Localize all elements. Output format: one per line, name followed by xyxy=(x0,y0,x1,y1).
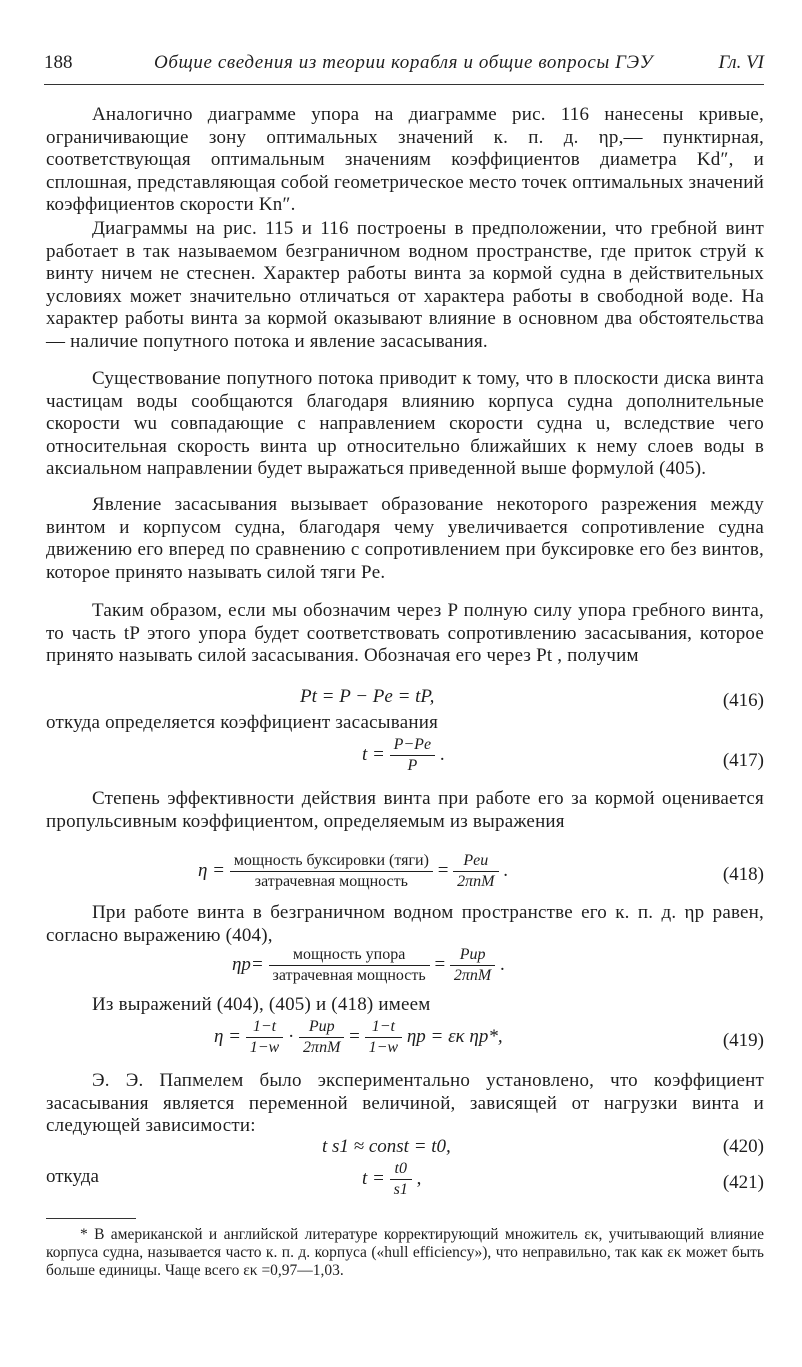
page-number: 188 xyxy=(44,52,73,73)
fraction: $\frac{\text{мощность буксировки (тяги)}}{\text{затрачевная мощность}}$ xyxy=(230,852,433,891)
fraction: $\frac{\text{Pup}}{\text{2πnM}}$ xyxy=(450,946,495,985)
equation-420: t s1 ≈ const = t0, xyxy=(322,1136,451,1157)
paragraph-open-water-efficiency: При работе винта в безграничном водном пространстве его к. п. д. ηp равен, согласно выражению (404), xyxy=(46,902,764,946)
footnote: * В американской и английской литературе корректирующий множитель εκ, учитывающий влияние корпуса судна, называется часто к. п. д. корпуса («hull efficiency»), что неправильно, так как εκ может быть больше единицы. Чаще всего εκ =0,97—1,03. xyxy=(46,1226,764,1279)
fraction: $\frac{\text{мощность упора}}{\text{затрачевная мощность}}$ xyxy=(269,946,430,985)
paragraph-boundless-water: Диаграммы на рис. 115 и 116 построены в предположении, что гребной винт работает в так называемом безграничном водном пространстве, где приток струй к винту ничем не стеснен. Характер работы винта за кормой судна в действительных условиях может значительно отличаться от характера работы в свободной воде. На характер работы винта за кормой оказывают влияние в основном два обстоятельства — наличие попутного потока и явление засасывания. xyxy=(46,218,764,352)
footnote-rule xyxy=(46,1218,136,1219)
equation-number-416: (416) xyxy=(722,690,764,711)
running-title: Общие сведения из теории корабля и общие вопросы ГЭУ xyxy=(154,52,654,73)
equation-number-419: (419) xyxy=(722,1030,764,1051)
equation-419: η = $\frac{1-t}{1-w}$ · $\frac{\text{Pup}}{\text{2πnM}}$ = $\frac{1-t}{1-w}$ ηp = εκ ηp*, xyxy=(214,1018,503,1056)
equation-number-417: (417) xyxy=(722,750,764,771)
paragraph-from-expressions: Из выражений (404), (405) и (418) имеем xyxy=(92,994,431,1015)
fraction: $\frac{\text{Peu}}{\text{2πnM}}$ xyxy=(453,852,498,891)
header-rule xyxy=(44,84,764,85)
paragraph-optimal-zone: Аналогично диаграмме упора на диаграмме рис. 116 нанесены кривые, ограничивающие зону оптимальных значений к. п. д. ηp,— пунктирная, соответствующая оптимальным значениям коэффициентов диаметра Kd″, и сплошная, представляющая собой геометрическое место точек оптимальных значений коэффициентов скорости Kn″. xyxy=(46,104,764,215)
equation-number-421: (421) xyxy=(722,1172,764,1193)
equation-418: η = $\frac{\text{мощность буксировки (тяги)}}{\text{затрачевная мощность}}$ = $\frac{\text{Peu}}{\text{2πnM}}$ . xyxy=(198,852,508,890)
paragraph-wake-flow: Существование попутного потока приводит к тому, что в плоскости диска винта частицам воды сообщаются благодаря влиянию корпуса судна дополнительные скорости wu совпадающие с направлением скорости судна u, вследствие чего относительная скорость винта up относительно ближайших к нему слоев воды в аксиальном направлении будет выражаться приведенной выше формулой (405). xyxy=(46,368,764,479)
fraction: $\frac{\text{Pup}}{\text{2πnM}}$ xyxy=(299,1018,344,1057)
paragraph-suction: Явление засасывания вызывает образование некоторого разрежения между винтом и корпусом судна, благодаря чему увеличивается сопротивление судна движению его вперед по сравнению с сопротивлением при буксировке его без винтов, которое принято называть силой тяги Pe. xyxy=(46,494,764,583)
paragraph-thrust-deduction: Таким образом, если мы обозначим через P полную силу упора гребного винта, то часть tP этого упора будет соответствовать сопротивлению засасывания, которое принято называть силой засасывания. Обозначая его через Pt , получим xyxy=(46,600,764,666)
equation-number-420: (420) xyxy=(722,1136,764,1157)
fraction: $\frac{P-Pe}{P}$ xyxy=(390,736,435,775)
label-whence: откуда xyxy=(46,1166,99,1187)
equation-eta-p: ηp= $\frac{\text{мощность упора}}{\text{затрачевная мощность}}$ = $\frac{\text{Pup}}{\text{2πnM}}$ . xyxy=(232,946,505,984)
chapter-label: Гл. VI xyxy=(718,52,764,73)
equation-417: t = $\frac{P-Pe}{P}$ . xyxy=(362,736,445,774)
paragraph-thrust-coefficient-intro: откуда определяется коэффициент засасывания xyxy=(46,712,439,733)
equation-421: t = $\frac{t0}{s1}$ , xyxy=(362,1160,422,1198)
equation-number-418: (418) xyxy=(722,864,764,885)
fraction: $\frac{t0}{s1}$ xyxy=(390,1160,412,1199)
fraction: $\frac{1-t}{1-w}$ xyxy=(246,1018,283,1057)
fraction: $\frac{1-t}{1-w}$ xyxy=(365,1018,402,1057)
paragraph-propulsive-coefficient: Степень эффективности действия винта при работе его за кормой оценивается пропульсивным коэффициентом, определяемым из выражения xyxy=(46,788,764,832)
paragraph-papmel: Э. Э. Папмелем было экспериментально установлено, что коэффициент засасывания является переменной величиной, зависящей от нагрузки винта и следующей зависимости: xyxy=(46,1070,764,1136)
equation-416: Pt = P − Pe = tP, xyxy=(300,686,435,707)
running-header xyxy=(44,52,764,82)
